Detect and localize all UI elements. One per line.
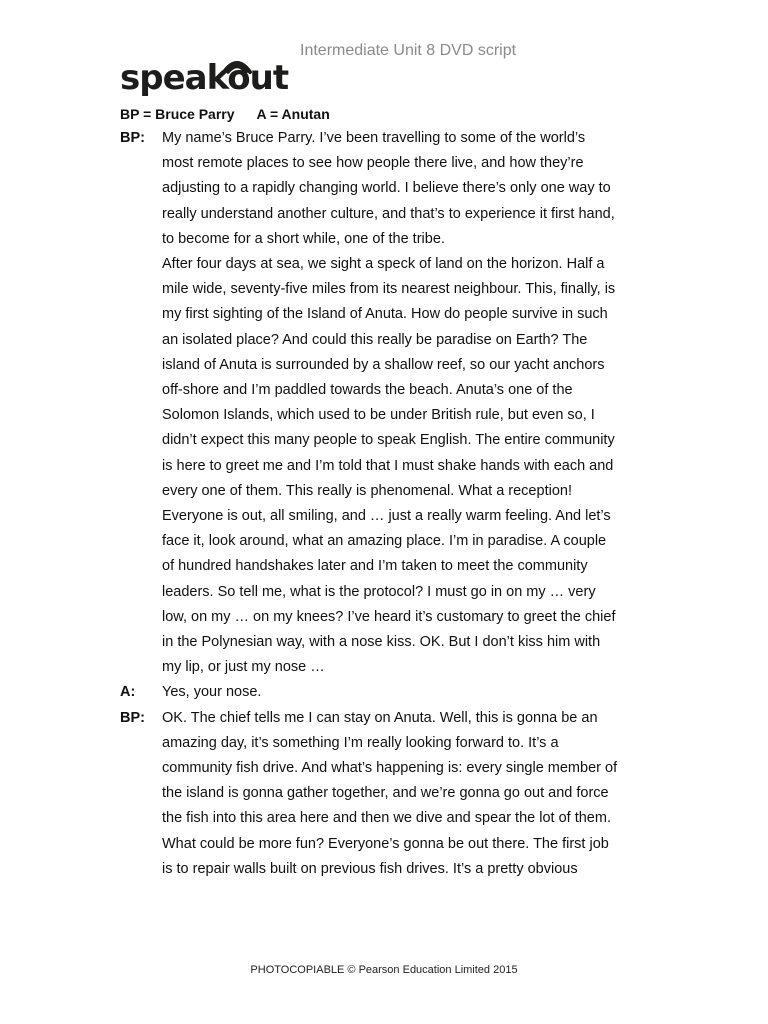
legend-bp: BP = Bruce Parry <box>120 106 235 122</box>
text-line: the island is gonna gather together, and we’re gonna go out and force <box>162 785 609 802</box>
text-line: the fish into this area here and then we dive and spear the lot of them. <box>162 810 611 827</box>
text-line: island of Anuta is surrounded by a shallow reef, so our yacht anchors <box>162 356 605 373</box>
text-line: in the Polynesian way, with a nose kiss. OK. But I don’t kiss him with <box>162 634 601 651</box>
text-line: Solomon Islands, which used to be under British rule, but even so, I <box>162 407 595 424</box>
text-line: my lip, or just my nose … <box>162 659 325 676</box>
text-line: an isolated place? And could this really be paradise on Earth? The <box>162 331 588 348</box>
text-line: face it, look around, what an amazing place. I’m in paradise. A couple <box>162 533 607 550</box>
text-line: Yes, your nose. <box>162 684 262 701</box>
text-line: is here to greet me and I’m told that I must shake hands with each and <box>162 457 614 474</box>
text-line: mile wide, seventy-five miles from its nearest neighbour. This, finally, is <box>162 281 616 298</box>
text-line: After four days at sea, we sight a speck of land on the horizon. Half a <box>162 256 605 273</box>
speaker-legend <box>120 105 330 123</box>
copyright-footer: PHOTOCOPIABLE © Pearson Education Limited 2015 <box>250 964 518 976</box>
text-line: to become for a short while, one of the tribe. <box>162 230 445 247</box>
speakout-logo <box>120 48 290 100</box>
text-line: is to repair walls built on previous fish drives. It’s a pretty obvious <box>162 860 578 877</box>
text-line: my first sighting of the Island of Anuta. How do people survive in such <box>162 306 608 323</box>
text-line: didn’t expect this many people to speak English. The entire community <box>162 432 615 449</box>
text-line: really understand another culture, and that’s to experience it first hand, <box>162 205 615 222</box>
text-line: OK. The chief tells me I can stay on Anuta. Well, this is gonna be an <box>162 709 598 726</box>
legend-a: A = Anutan <box>256 106 330 122</box>
document-title: Intermediate Unit 8 DVD script <box>300 42 517 59</box>
dialogue-text <box>162 680 648 705</box>
text-line: every one of them. This really is phenomenal. What a reception! <box>162 482 572 499</box>
text-line: What could be more fun? Everyone’s gonna be out there. The first job <box>162 835 609 852</box>
text-line: Everyone is out, all smiling, and … just a really warm feeling. And let’s <box>162 508 611 525</box>
text-line: My name’s Bruce Parry. I’ve been travelling to some of the world’s <box>162 130 586 146</box>
text-line: off-shore and I’m paddled towards the beach. Anuta’s one of the <box>162 382 573 399</box>
text-line: community fish drive. And what’s happening is: every single member of <box>162 760 618 777</box>
dialogue-turn <box>120 680 648 705</box>
dialogue-turn <box>120 706 648 882</box>
brand-wordmark: speakout <box>120 58 289 98</box>
text-line: of hundred handshakes later and I’m taken to meet the community <box>162 558 588 575</box>
speaker-label: A: <box>120 684 136 701</box>
text-line: low, on my … on my knees? I’ve heard it’s customary to greet the chief <box>162 608 616 625</box>
text-line: adjusting to a rapidly changing world. I believe there’s only one way to <box>162 180 611 197</box>
speaker-label: BP: <box>120 130 145 146</box>
text-line: most remote places to see how people there live, and how they’re <box>162 155 584 172</box>
dialogue-text <box>162 126 648 680</box>
text-line: amazing day, it’s something I’m really looking forward to. It’s a <box>162 734 559 751</box>
dialogue-turn <box>120 126 648 680</box>
text-line: leaders. So tell me, what is the protocol? I must go in on my … very <box>162 583 596 600</box>
speaker-label: BP: <box>120 709 145 726</box>
dialogue-text <box>162 706 648 882</box>
script-body <box>120 126 648 882</box>
